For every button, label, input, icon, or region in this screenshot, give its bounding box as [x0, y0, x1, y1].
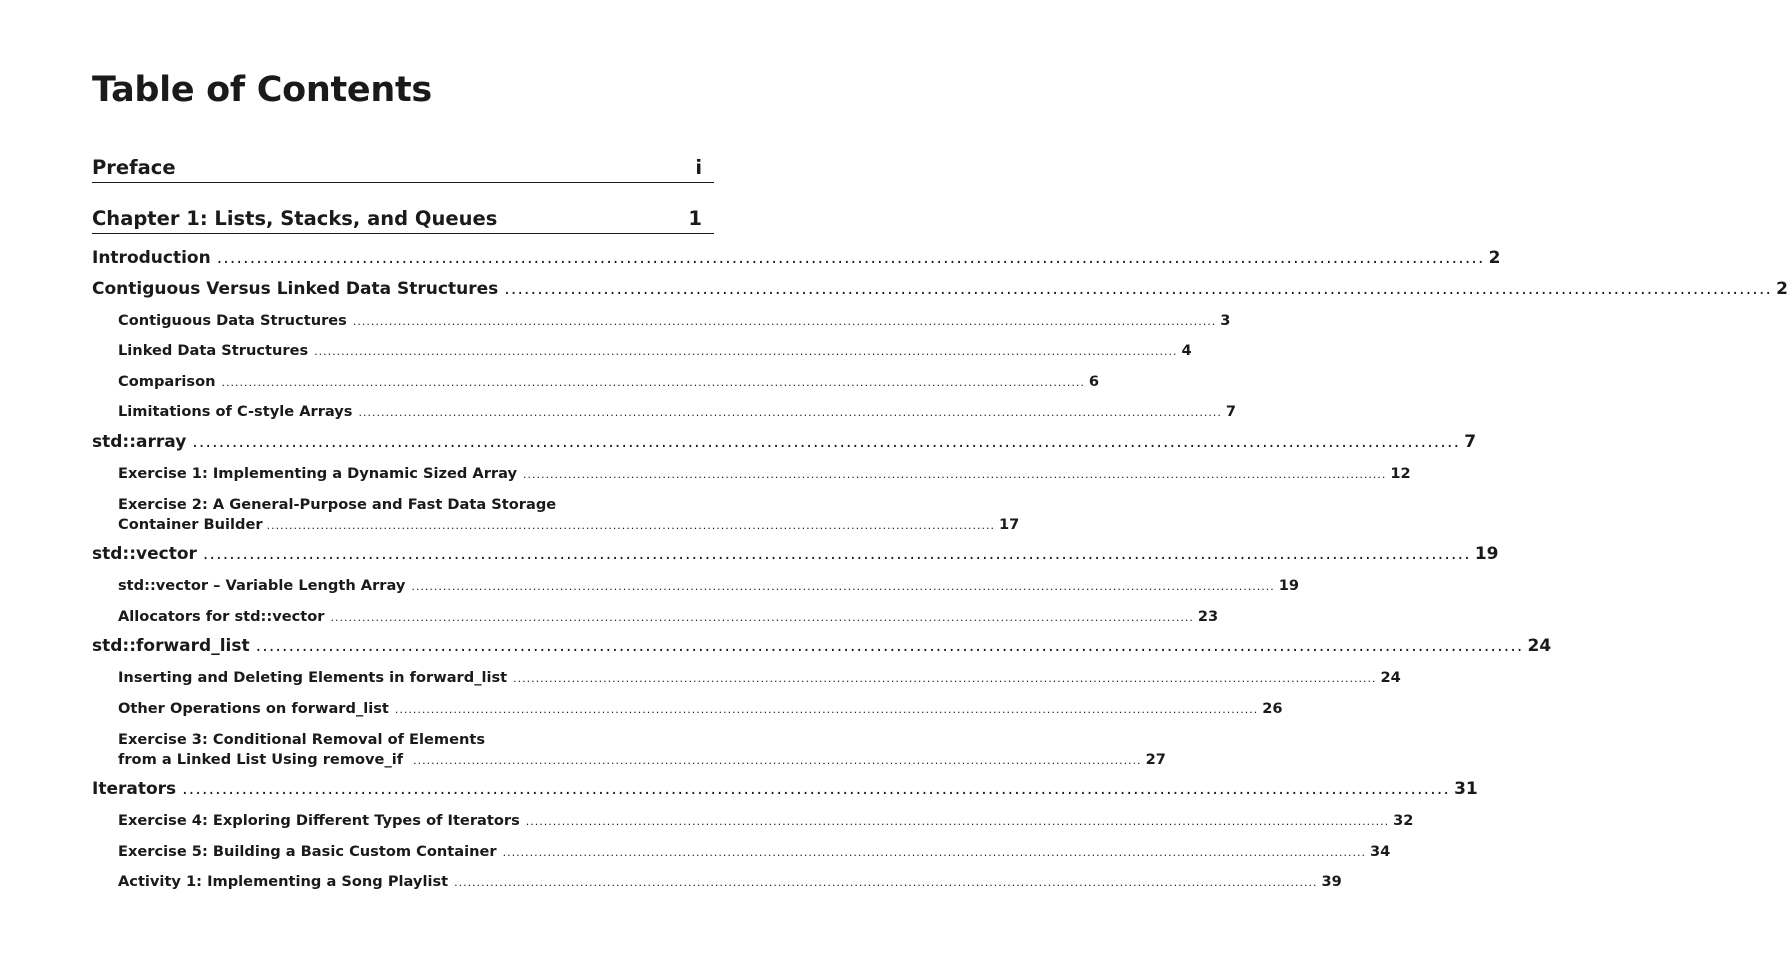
entry-page-number: 27 [1145, 751, 1166, 768]
entry-page-number: 3 [1220, 312, 1231, 329]
entry-page-number: 6 [1088, 373, 1100, 390]
entry-page-number: 19 [1278, 577, 1300, 594]
dot-leader [222, 376, 1085, 389]
toc-entry-std-forward-list[interactable] [92, 636, 1552, 656]
entry-label: Linked Data Structures [118, 342, 309, 359]
entry-page-number: 7 [1225, 403, 1236, 420]
dot-leader [411, 580, 1274, 593]
dot-leader [395, 703, 1258, 716]
entry-label: Contiguous Data Structures [118, 312, 347, 329]
dot-leader [454, 876, 1317, 889]
section-label: Chapter 1: Lists, Stacks, and Queues [92, 207, 498, 230]
entry-label: Exercise 4: Exploring Different Types of Iterators [118, 812, 520, 829]
entry-page-number: 24 [1527, 636, 1552, 656]
section-page-number: i [695, 156, 702, 179]
entry-page-number: 7 [1464, 432, 1477, 452]
dot-leader [359, 406, 1222, 419]
entry-page-number: 31 [1454, 779, 1478, 799]
entry-page-number: 2 [1776, 279, 1788, 299]
dot-leader: .................................................................................................................................................................. [413, 754, 1142, 767]
toc-entry-contiguous-vs-linked[interactable] [92, 279, 1788, 299]
toc-entry-std-array[interactable] [92, 432, 1477, 452]
section-page-number: 1 [688, 207, 702, 230]
toc-entry-contiguous-data-structures[interactable] [118, 312, 1231, 329]
entry-label: Limitations of C-style Arrays [118, 403, 353, 420]
entry-label: Introduction [92, 248, 211, 268]
entry-label: Inserting and Deleting Elements in forward_list [118, 669, 508, 686]
toc-entry-other-operations[interactable] [118, 700, 1283, 717]
dot-leader [314, 345, 1177, 358]
entry-label: Allocators for std::vector [118, 608, 325, 625]
dot-leader [526, 815, 1389, 828]
toc-entry-introduction[interactable] [92, 248, 1501, 268]
toc-entry-exercise-4[interactable] [118, 812, 1414, 829]
entry-label: std::forward_list [92, 636, 250, 656]
toc-entry-inserting-deleting[interactable] [118, 669, 1401, 686]
entry-label: Iterators [92, 779, 177, 799]
entry-page-number: 17 [999, 516, 1020, 533]
entry-label: Contiguous Versus Linked Data Structures [92, 279, 499, 299]
toc-entry-exercise-3[interactable] [118, 730, 1166, 771]
dot-leader [256, 636, 1524, 656]
dot-leader [203, 544, 1471, 564]
toc-entry-allocators[interactable] [118, 608, 1219, 625]
entry-page-number: 32 [1393, 812, 1414, 829]
toc-entry-exercise-2[interactable] [118, 495, 1020, 536]
dot-leader [523, 468, 1386, 481]
entry-label: Other Operations on forward_list [118, 700, 389, 717]
dot-leader [513, 672, 1376, 685]
toc-entry-iterators[interactable] [92, 779, 1478, 799]
toc-section-preface[interactable] [92, 152, 714, 183]
toc-entry-comparison[interactable] [118, 373, 1100, 390]
entry-label: Exercise 5: Building a Basic Custom Container [118, 843, 497, 860]
entry-page-number: 23 [1197, 608, 1219, 625]
entry-label: Exercise 1: Implementing a Dynamic Sized Array [118, 465, 518, 482]
toc-entry-limitations-c-style-arrays[interactable] [118, 403, 1236, 420]
toc-entry-linked-data-structures[interactable] [118, 342, 1192, 359]
entry-page-number: 34 [1369, 843, 1391, 860]
page-title: Table of Contents [92, 70, 432, 110]
dot-leader [503, 846, 1366, 859]
section-label: Preface [92, 156, 176, 179]
entry-page-number: 12 [1390, 465, 1411, 482]
entry-label-line-2: from a Linked List Using remove_if [118, 751, 404, 768]
entry-page-number: 4 [1181, 342, 1192, 359]
dot-leader: .................................................................................................................................................................. [266, 519, 996, 532]
dot-leader [353, 315, 1216, 328]
dot-leader [331, 611, 1194, 624]
entry-label: Activity 1: Implementing a Song Playlist [118, 873, 449, 890]
toc-entry-exercise-5[interactable] [118, 843, 1391, 860]
entry-label-line-1: Exercise 2: A General-Purpose and Fast Data Storage [118, 496, 557, 513]
toc-entry-std-vector[interactable] [92, 544, 1499, 564]
entry-page-number: 39 [1321, 873, 1342, 890]
dot-leader [217, 248, 1485, 268]
entry-label: std::vector [92, 544, 197, 564]
entry-label-line-1: Exercise 3: Conditional Removal of Elements [118, 731, 486, 748]
entry-page-number: 26 [1262, 700, 1283, 717]
dot-leader [192, 432, 1460, 452]
entry-page-number: 19 [1474, 544, 1499, 564]
entry-label-line-2: Container Builder [118, 516, 263, 533]
toc-entry-std-vector-variable-length[interactable] [118, 577, 1300, 594]
toc-entry-activity-1[interactable] [118, 873, 1342, 890]
toc-section-chapter-1[interactable] [92, 203, 714, 234]
toc-entry-exercise-1[interactable] [118, 465, 1411, 482]
dot-leader [504, 279, 1772, 299]
entry-label: Comparison [118, 373, 216, 390]
entry-label: std::vector – Variable Length Array [118, 577, 406, 594]
entry-page-number: 2 [1488, 248, 1501, 268]
entry-page-number: 24 [1380, 669, 1401, 686]
dot-leader [182, 779, 1450, 799]
entry-label: std::array [92, 432, 187, 452]
